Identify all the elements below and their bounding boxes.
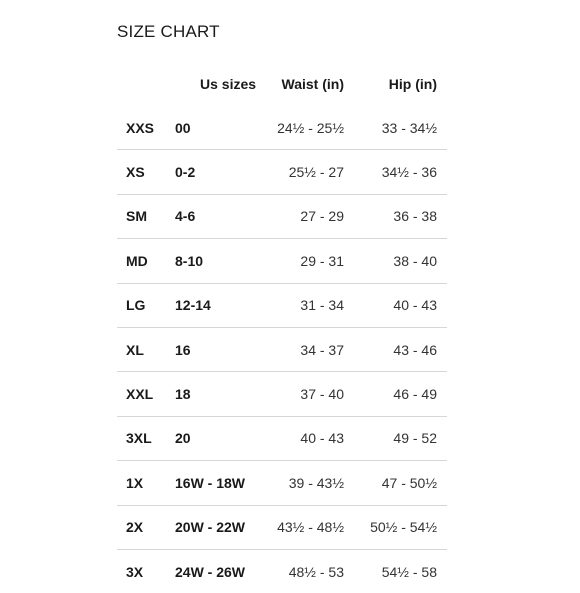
waist-value: 39 - 43½ xyxy=(288,474,344,491)
us-size-value: 4-6 xyxy=(175,208,196,225)
size-label: XXL xyxy=(126,386,154,403)
waist-value: 43½ - 48½ xyxy=(277,519,344,536)
us-size-value: 8-10 xyxy=(175,252,204,269)
size-label: 3X xyxy=(126,563,144,580)
table-row xyxy=(117,417,447,461)
us-size-value: 18 xyxy=(175,386,191,403)
waist-value: 24½ - 25½ xyxy=(277,119,344,136)
size-label: XS xyxy=(126,164,145,181)
us-size-value: 00 xyxy=(175,119,191,136)
waist-value: 34 - 37 xyxy=(300,341,344,358)
us-size-value: 16 xyxy=(175,341,191,358)
hip-value: 36 - 38 xyxy=(393,208,437,225)
hip-value: 33 - 34½ xyxy=(381,119,437,136)
us-size-value: 20 xyxy=(175,430,191,447)
size-label: LG xyxy=(126,297,146,314)
waist-value: 37 - 40 xyxy=(300,386,344,403)
us-size-value: 20W - 22W xyxy=(175,519,246,536)
column-header-waist: Waist (in) xyxy=(281,76,344,92)
table-row xyxy=(117,461,447,505)
waist-value: 29 - 31 xyxy=(300,252,344,269)
hip-value: 46 - 49 xyxy=(393,386,437,403)
size-label: 2X xyxy=(126,519,144,536)
us-size-value: 0-2 xyxy=(175,164,196,181)
waist-value: 48½ - 53 xyxy=(288,563,344,580)
waist-value: 27 - 29 xyxy=(300,208,344,225)
hip-value: 43 - 46 xyxy=(393,341,437,358)
hip-value: 40 - 43 xyxy=(393,297,437,314)
us-size-value: 16W - 18W xyxy=(175,474,246,491)
waist-value: 25½ - 27 xyxy=(288,164,344,181)
hip-value: 54½ - 58 xyxy=(381,563,437,580)
hip-value: 49 - 52 xyxy=(393,430,437,447)
table-row xyxy=(117,195,447,239)
size-label: XL xyxy=(126,341,144,358)
table-row xyxy=(117,150,447,194)
size-label: MD xyxy=(126,252,148,269)
table-row xyxy=(117,239,447,283)
waist-value: 40 - 43 xyxy=(300,430,344,447)
size-label: XXS xyxy=(126,119,155,136)
page-title: SIZE CHART xyxy=(117,22,220,41)
size-label: 1X xyxy=(126,474,144,491)
table-row xyxy=(117,106,447,150)
table-header xyxy=(117,62,447,106)
size-chart-table xyxy=(117,62,447,593)
table-row xyxy=(117,284,447,328)
waist-value: 31 - 34 xyxy=(300,297,344,314)
table-row xyxy=(117,506,447,550)
size-label: SM xyxy=(126,208,147,225)
hip-value: 50½ - 54½ xyxy=(370,519,437,536)
size-label: 3XL xyxy=(126,430,152,447)
us-size-value: 24W - 26W xyxy=(175,563,246,580)
us-size-value: 12-14 xyxy=(175,297,211,314)
column-header-hip: Hip (in) xyxy=(388,76,437,92)
table-row xyxy=(117,550,447,593)
table-row xyxy=(117,328,447,372)
hip-value: 47 - 50½ xyxy=(381,474,437,491)
column-header-us-sizes: Us sizes xyxy=(200,76,257,92)
table-row xyxy=(117,372,447,416)
hip-value: 38 - 40 xyxy=(393,252,437,269)
hip-value: 34½ - 36 xyxy=(381,164,437,181)
